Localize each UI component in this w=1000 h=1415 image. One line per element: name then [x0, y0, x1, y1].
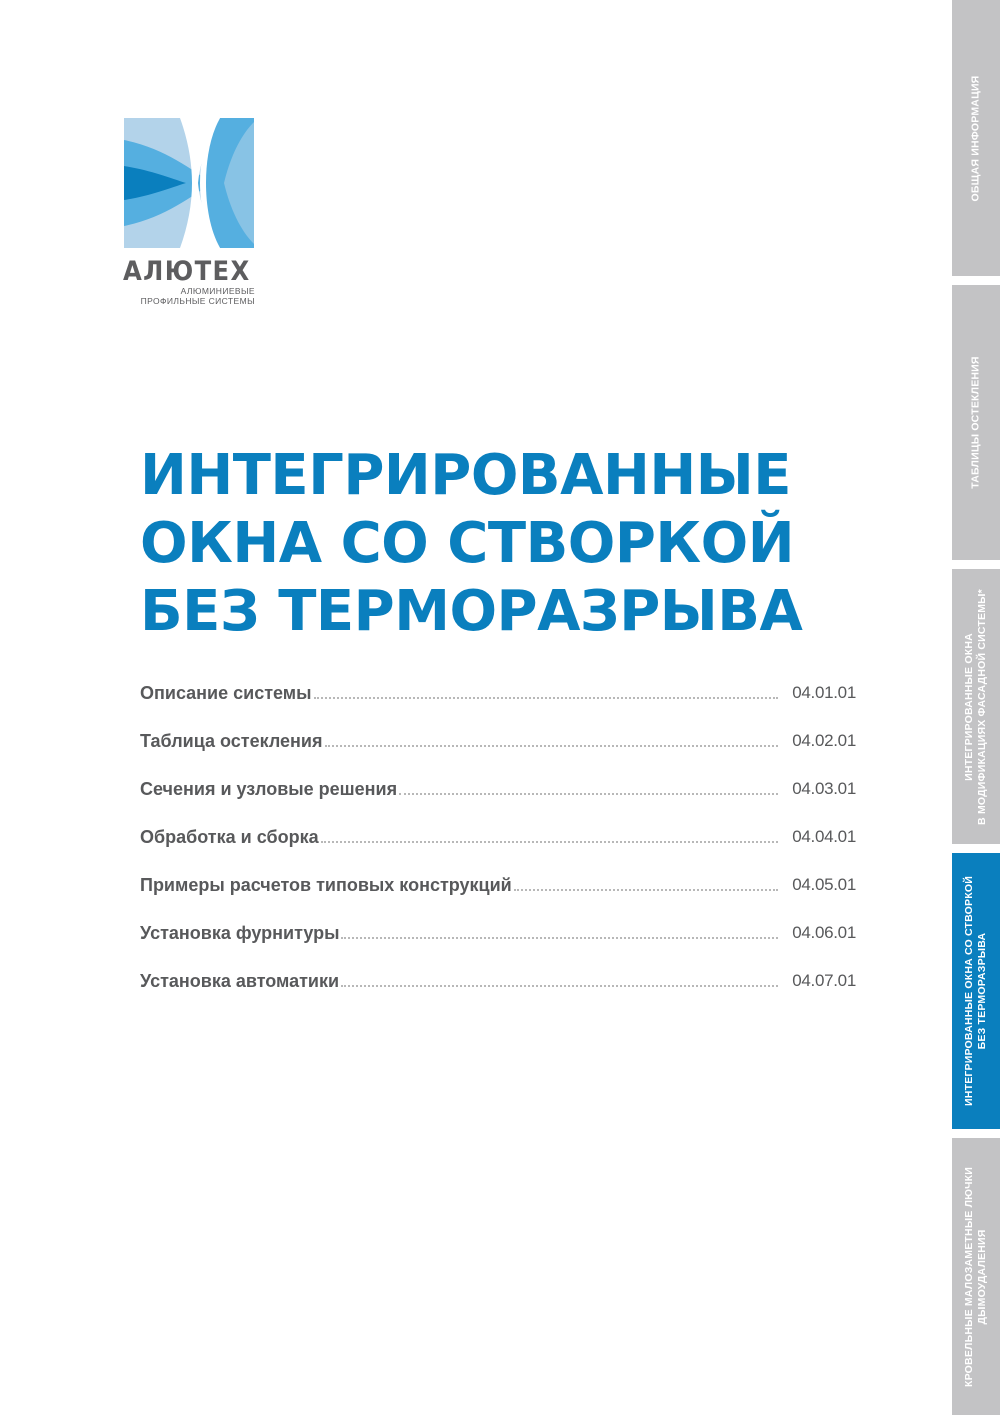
side-tab-integrated-windows-no-thermal-break[interactable] — [952, 853, 1000, 1129]
brand-subtitle — [141, 286, 255, 306]
toc-item[interactable] — [140, 779, 856, 827]
side-tab-label-line1: ИНТЕГРИРОВАННЫЕ ОКНА СО СТВОРКОЙ — [963, 876, 975, 1106]
toc-item-page: 04.01.01 — [792, 683, 856, 702]
side-tab-label-line1: ОБЩАЯ ИНФОРМАЦИЯ — [969, 75, 982, 201]
toc-leader-dots — [399, 777, 778, 795]
side-tab-label — [970, 356, 983, 488]
side-tab-general-info[interactable] — [952, 0, 1000, 276]
toc-leader-dots — [325, 729, 779, 747]
toc-item-label: Обработка и сборка — [140, 827, 319, 847]
side-tab-label — [970, 75, 983, 201]
table-of-contents — [140, 683, 856, 1019]
side-tab-label-line1: КРОВЕЛЬНЫЕ МАЛОЗАМЕТНЫЕ ЛЮЧКИ — [963, 1166, 976, 1387]
toc-item-label: Установка фурнитуры — [140, 923, 340, 943]
toc-leader-dots — [321, 825, 778, 843]
brand-subtitle-line1: АЛЮМИНИЕВЫЕ — [180, 286, 255, 296]
brand-name: АЛЮТЕХ — [123, 256, 251, 287]
toc-item[interactable] — [140, 923, 856, 971]
side-tab-label-line2: В МОДИФИКАЦИЯХ ФАСАДНОЙ СИСТЕМЫ* — [976, 588, 989, 825]
side-tab-label — [963, 589, 989, 825]
toc-item[interactable] — [140, 731, 856, 779]
toc-leader-dots — [341, 969, 778, 987]
toc-leader-dots — [514, 873, 778, 891]
brand-subtitle-line2: ПРОФИЛЬНЫЕ СИСТЕМЫ — [140, 296, 255, 306]
toc-item[interactable] — [140, 827, 856, 875]
side-tab-label — [963, 1166, 989, 1386]
side-tab-roof-smoke-hatches[interactable] — [952, 1138, 1000, 1415]
toc-item-page: 04.03.01 — [792, 779, 856, 798]
toc-item[interactable] — [140, 971, 856, 1019]
side-tab-label-line1: ТАБЛИЦЫ ОСТЕКЛЕНИЯ — [969, 356, 982, 489]
toc-leader-dots — [341, 921, 778, 939]
side-tab-label-line2: ДЫМОУДАЛЕНИЯ — [976, 1228, 989, 1325]
page-title — [140, 442, 802, 646]
toc-item-page: 04.04.01 — [792, 827, 856, 846]
side-tab-integrated-windows-facade[interactable] — [952, 569, 1000, 844]
toc-item[interactable] — [140, 875, 856, 923]
toc-item-label: Примеры расчетов типовых конструкций — [140, 875, 512, 895]
toc-item-page: 04.02.01 — [792, 731, 856, 750]
side-tab-label — [963, 876, 989, 1106]
toc-item-page: 04.06.01 — [792, 923, 856, 942]
side-tab-glazing-tables[interactable] — [952, 285, 1000, 560]
title-line1: ИНТЕГРИРОВАННЫЕ — [140, 443, 791, 508]
toc-leader-dots — [314, 681, 779, 699]
toc-item-label: Сечения и узловые решения — [140, 779, 398, 799]
logo-mark-icon — [124, 118, 254, 248]
toc-item-label: Таблица остекления — [140, 731, 323, 751]
toc-item-page: 04.05.01 — [792, 875, 856, 894]
toc-item-label: Описание системы — [140, 683, 312, 703]
side-tab-label-line1: ИНТЕГРИРОВАННЫЕ ОКНА — [963, 632, 976, 781]
side-tab-label-line2: БЕЗ ТЕРМОРАЗРЫВА — [976, 932, 988, 1050]
title-line3: БЕЗ ТЕРМОРАЗРЫВА — [140, 579, 803, 644]
company-logo — [124, 118, 264, 248]
toc-item-label: Установка автоматики — [140, 971, 340, 991]
title-line2: ОКНА СО СТВОРКОЙ — [140, 511, 795, 576]
toc-item[interactable] — [140, 683, 856, 731]
toc-item-page: 04.07.01 — [792, 971, 856, 990]
